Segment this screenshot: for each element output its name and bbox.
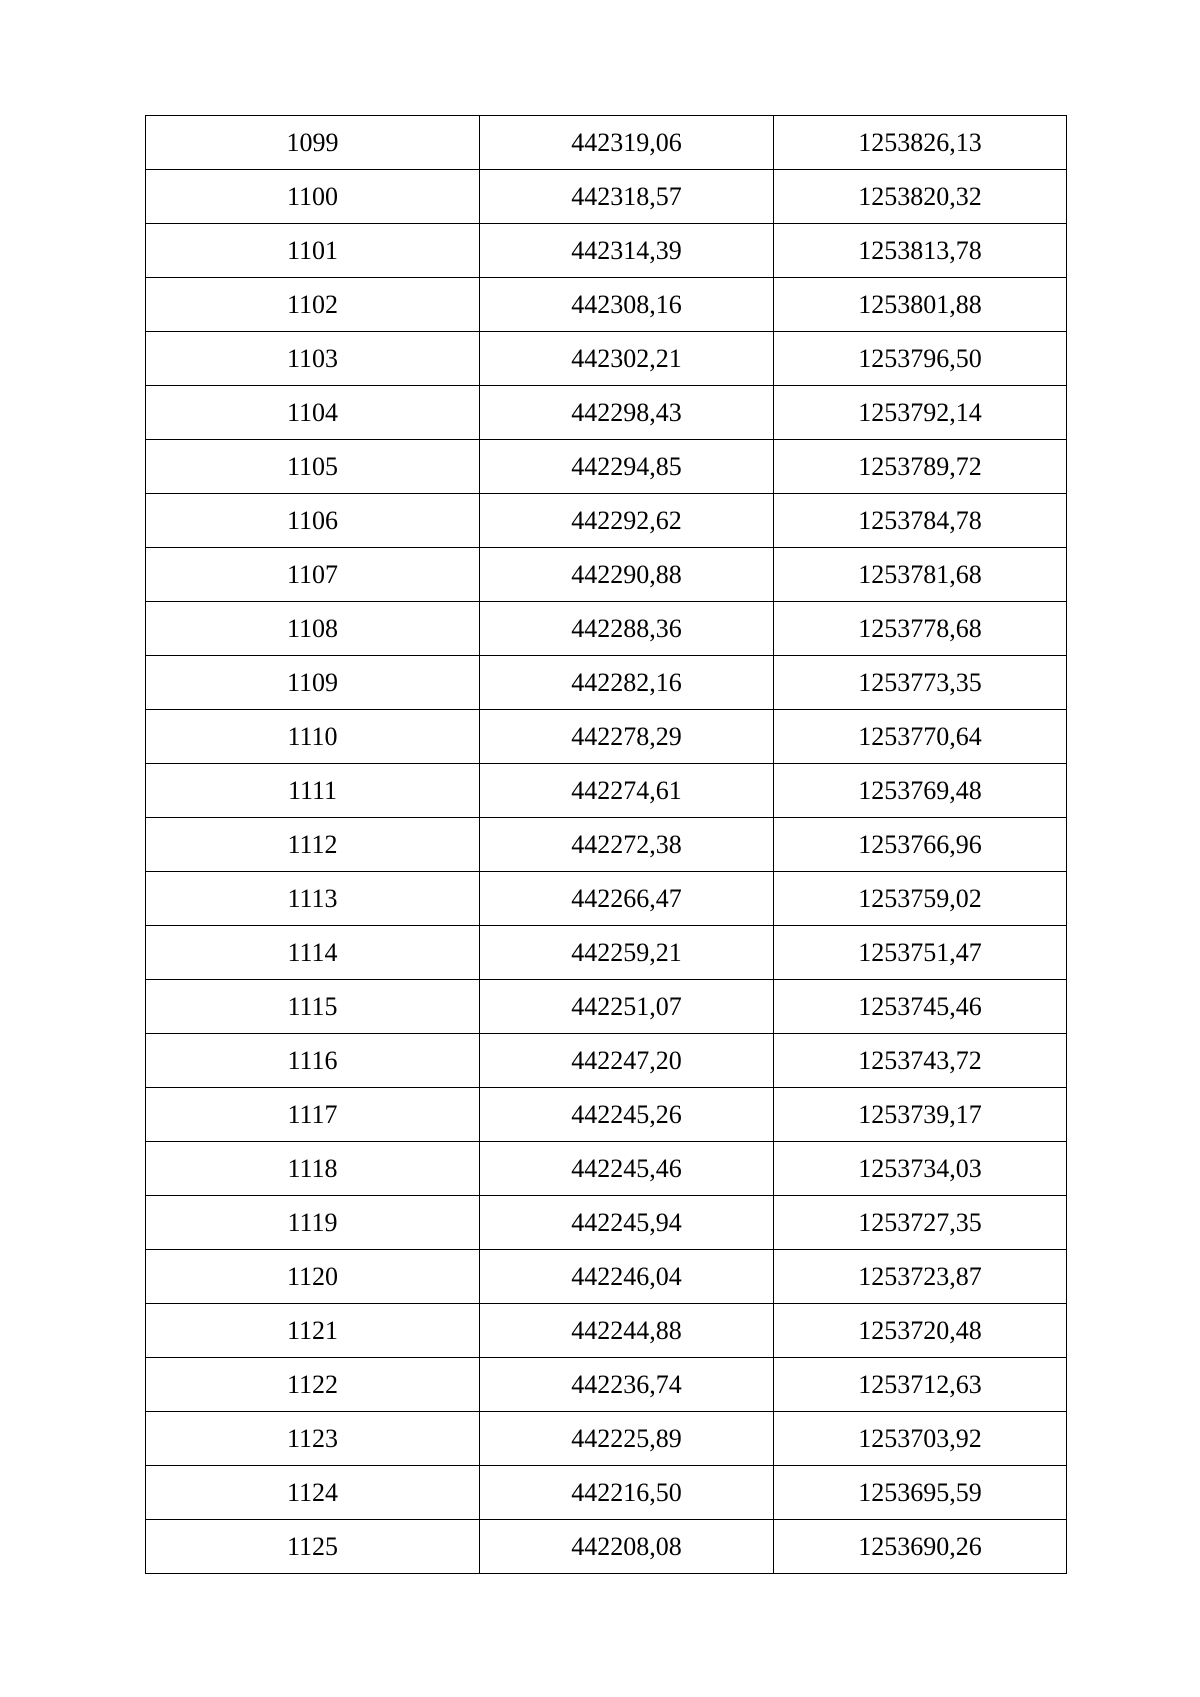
table-row — [146, 386, 1067, 440]
y-coordinate-cell: 1253751,47 — [774, 926, 1067, 980]
table-row — [146, 872, 1067, 926]
y-coordinate-cell: 1253727,35 — [774, 1196, 1067, 1250]
x-coordinate-cell: 442290,88 — [480, 548, 774, 602]
point-number-cell: 1107 — [146, 548, 480, 602]
table-row — [146, 1196, 1067, 1250]
x-coordinate-cell: 442246,04 — [480, 1250, 774, 1304]
table-row — [146, 1034, 1067, 1088]
x-coordinate-cell: 442216,50 — [480, 1466, 774, 1520]
point-number-cell: 1099 — [146, 116, 480, 170]
point-number-cell: 1117 — [146, 1088, 480, 1142]
coordinates-table — [145, 115, 1067, 1574]
point-number-cell: 1125 — [146, 1520, 480, 1574]
y-coordinate-cell: 1253723,87 — [774, 1250, 1067, 1304]
x-coordinate-cell: 442274,61 — [480, 764, 774, 818]
y-coordinate-cell: 1253792,14 — [774, 386, 1067, 440]
table-row — [146, 494, 1067, 548]
point-number-cell: 1100 — [146, 170, 480, 224]
x-coordinate-cell: 442245,26 — [480, 1088, 774, 1142]
coordinates-table-body — [146, 116, 1067, 1574]
point-number-cell: 1123 — [146, 1412, 480, 1466]
table-row — [146, 548, 1067, 602]
table-row — [146, 170, 1067, 224]
table-row — [146, 440, 1067, 494]
x-coordinate-cell: 442302,21 — [480, 332, 774, 386]
y-coordinate-cell: 1253813,78 — [774, 224, 1067, 278]
y-coordinate-cell: 1253789,72 — [774, 440, 1067, 494]
x-coordinate-cell: 442247,20 — [480, 1034, 774, 1088]
point-number-cell: 1104 — [146, 386, 480, 440]
point-number-cell: 1119 — [146, 1196, 480, 1250]
point-number-cell: 1112 — [146, 818, 480, 872]
table-row — [146, 818, 1067, 872]
x-coordinate-cell: 442272,38 — [480, 818, 774, 872]
y-coordinate-cell: 1253796,50 — [774, 332, 1067, 386]
y-coordinate-cell: 1253759,02 — [774, 872, 1067, 926]
point-number-cell: 1105 — [146, 440, 480, 494]
point-number-cell: 1101 — [146, 224, 480, 278]
x-coordinate-cell: 442298,43 — [480, 386, 774, 440]
point-number-cell: 1118 — [146, 1142, 480, 1196]
y-coordinate-cell: 1253712,63 — [774, 1358, 1067, 1412]
table-row — [146, 224, 1067, 278]
point-number-cell: 1110 — [146, 710, 480, 764]
x-coordinate-cell: 442314,39 — [480, 224, 774, 278]
point-number-cell: 1108 — [146, 602, 480, 656]
table-row — [146, 1358, 1067, 1412]
x-coordinate-cell: 442244,88 — [480, 1304, 774, 1358]
point-number-cell: 1103 — [146, 332, 480, 386]
table-row — [146, 1142, 1067, 1196]
x-coordinate-cell: 442288,36 — [480, 602, 774, 656]
y-coordinate-cell: 1253784,78 — [774, 494, 1067, 548]
table-row — [146, 116, 1067, 170]
point-number-cell: 1122 — [146, 1358, 480, 1412]
y-coordinate-cell: 1253773,35 — [774, 656, 1067, 710]
point-number-cell: 1111 — [146, 764, 480, 818]
table-row — [146, 332, 1067, 386]
y-coordinate-cell: 1253801,88 — [774, 278, 1067, 332]
table-row — [146, 278, 1067, 332]
y-coordinate-cell: 1253743,72 — [774, 1034, 1067, 1088]
point-number-cell: 1115 — [146, 980, 480, 1034]
y-coordinate-cell: 1253769,48 — [774, 764, 1067, 818]
point-number-cell: 1113 — [146, 872, 480, 926]
table-row — [146, 1088, 1067, 1142]
point-number-cell: 1120 — [146, 1250, 480, 1304]
y-coordinate-cell: 1253766,96 — [774, 818, 1067, 872]
y-coordinate-cell: 1253826,13 — [774, 116, 1067, 170]
x-coordinate-cell: 442251,07 — [480, 980, 774, 1034]
x-coordinate-cell: 442319,06 — [480, 116, 774, 170]
y-coordinate-cell: 1253720,48 — [774, 1304, 1067, 1358]
point-number-cell: 1106 — [146, 494, 480, 548]
y-coordinate-cell: 1253703,92 — [774, 1412, 1067, 1466]
point-number-cell: 1102 — [146, 278, 480, 332]
y-coordinate-cell: 1253695,59 — [774, 1466, 1067, 1520]
table-row — [146, 1520, 1067, 1574]
point-number-cell: 1116 — [146, 1034, 480, 1088]
y-coordinate-cell: 1253820,32 — [774, 170, 1067, 224]
y-coordinate-cell: 1253734,03 — [774, 1142, 1067, 1196]
x-coordinate-cell: 442266,47 — [480, 872, 774, 926]
table-row — [146, 926, 1067, 980]
x-coordinate-cell: 442245,94 — [480, 1196, 774, 1250]
y-coordinate-cell: 1253745,46 — [774, 980, 1067, 1034]
x-coordinate-cell: 442292,62 — [480, 494, 774, 548]
table-row — [146, 764, 1067, 818]
table-row — [146, 1250, 1067, 1304]
y-coordinate-cell: 1253690,26 — [774, 1520, 1067, 1574]
table-row — [146, 602, 1067, 656]
table-row — [146, 980, 1067, 1034]
table-row — [146, 1304, 1067, 1358]
y-coordinate-cell: 1253778,68 — [774, 602, 1067, 656]
table-row — [146, 656, 1067, 710]
y-coordinate-cell: 1253781,68 — [774, 548, 1067, 602]
point-number-cell: 1109 — [146, 656, 480, 710]
point-number-cell: 1121 — [146, 1304, 480, 1358]
table-row — [146, 1412, 1067, 1466]
table-row — [146, 1466, 1067, 1520]
x-coordinate-cell: 442282,16 — [480, 656, 774, 710]
y-coordinate-cell: 1253739,17 — [774, 1088, 1067, 1142]
y-coordinate-cell: 1253770,64 — [774, 710, 1067, 764]
x-coordinate-cell: 442245,46 — [480, 1142, 774, 1196]
x-coordinate-cell: 442225,89 — [480, 1412, 774, 1466]
x-coordinate-cell: 442208,08 — [480, 1520, 774, 1574]
point-number-cell: 1114 — [146, 926, 480, 980]
x-coordinate-cell: 442278,29 — [480, 710, 774, 764]
x-coordinate-cell: 442236,74 — [480, 1358, 774, 1412]
table-row — [146, 710, 1067, 764]
x-coordinate-cell: 442318,57 — [480, 170, 774, 224]
x-coordinate-cell: 442308,16 — [480, 278, 774, 332]
point-number-cell: 1124 — [146, 1466, 480, 1520]
x-coordinate-cell: 442294,85 — [480, 440, 774, 494]
x-coordinate-cell: 442259,21 — [480, 926, 774, 980]
